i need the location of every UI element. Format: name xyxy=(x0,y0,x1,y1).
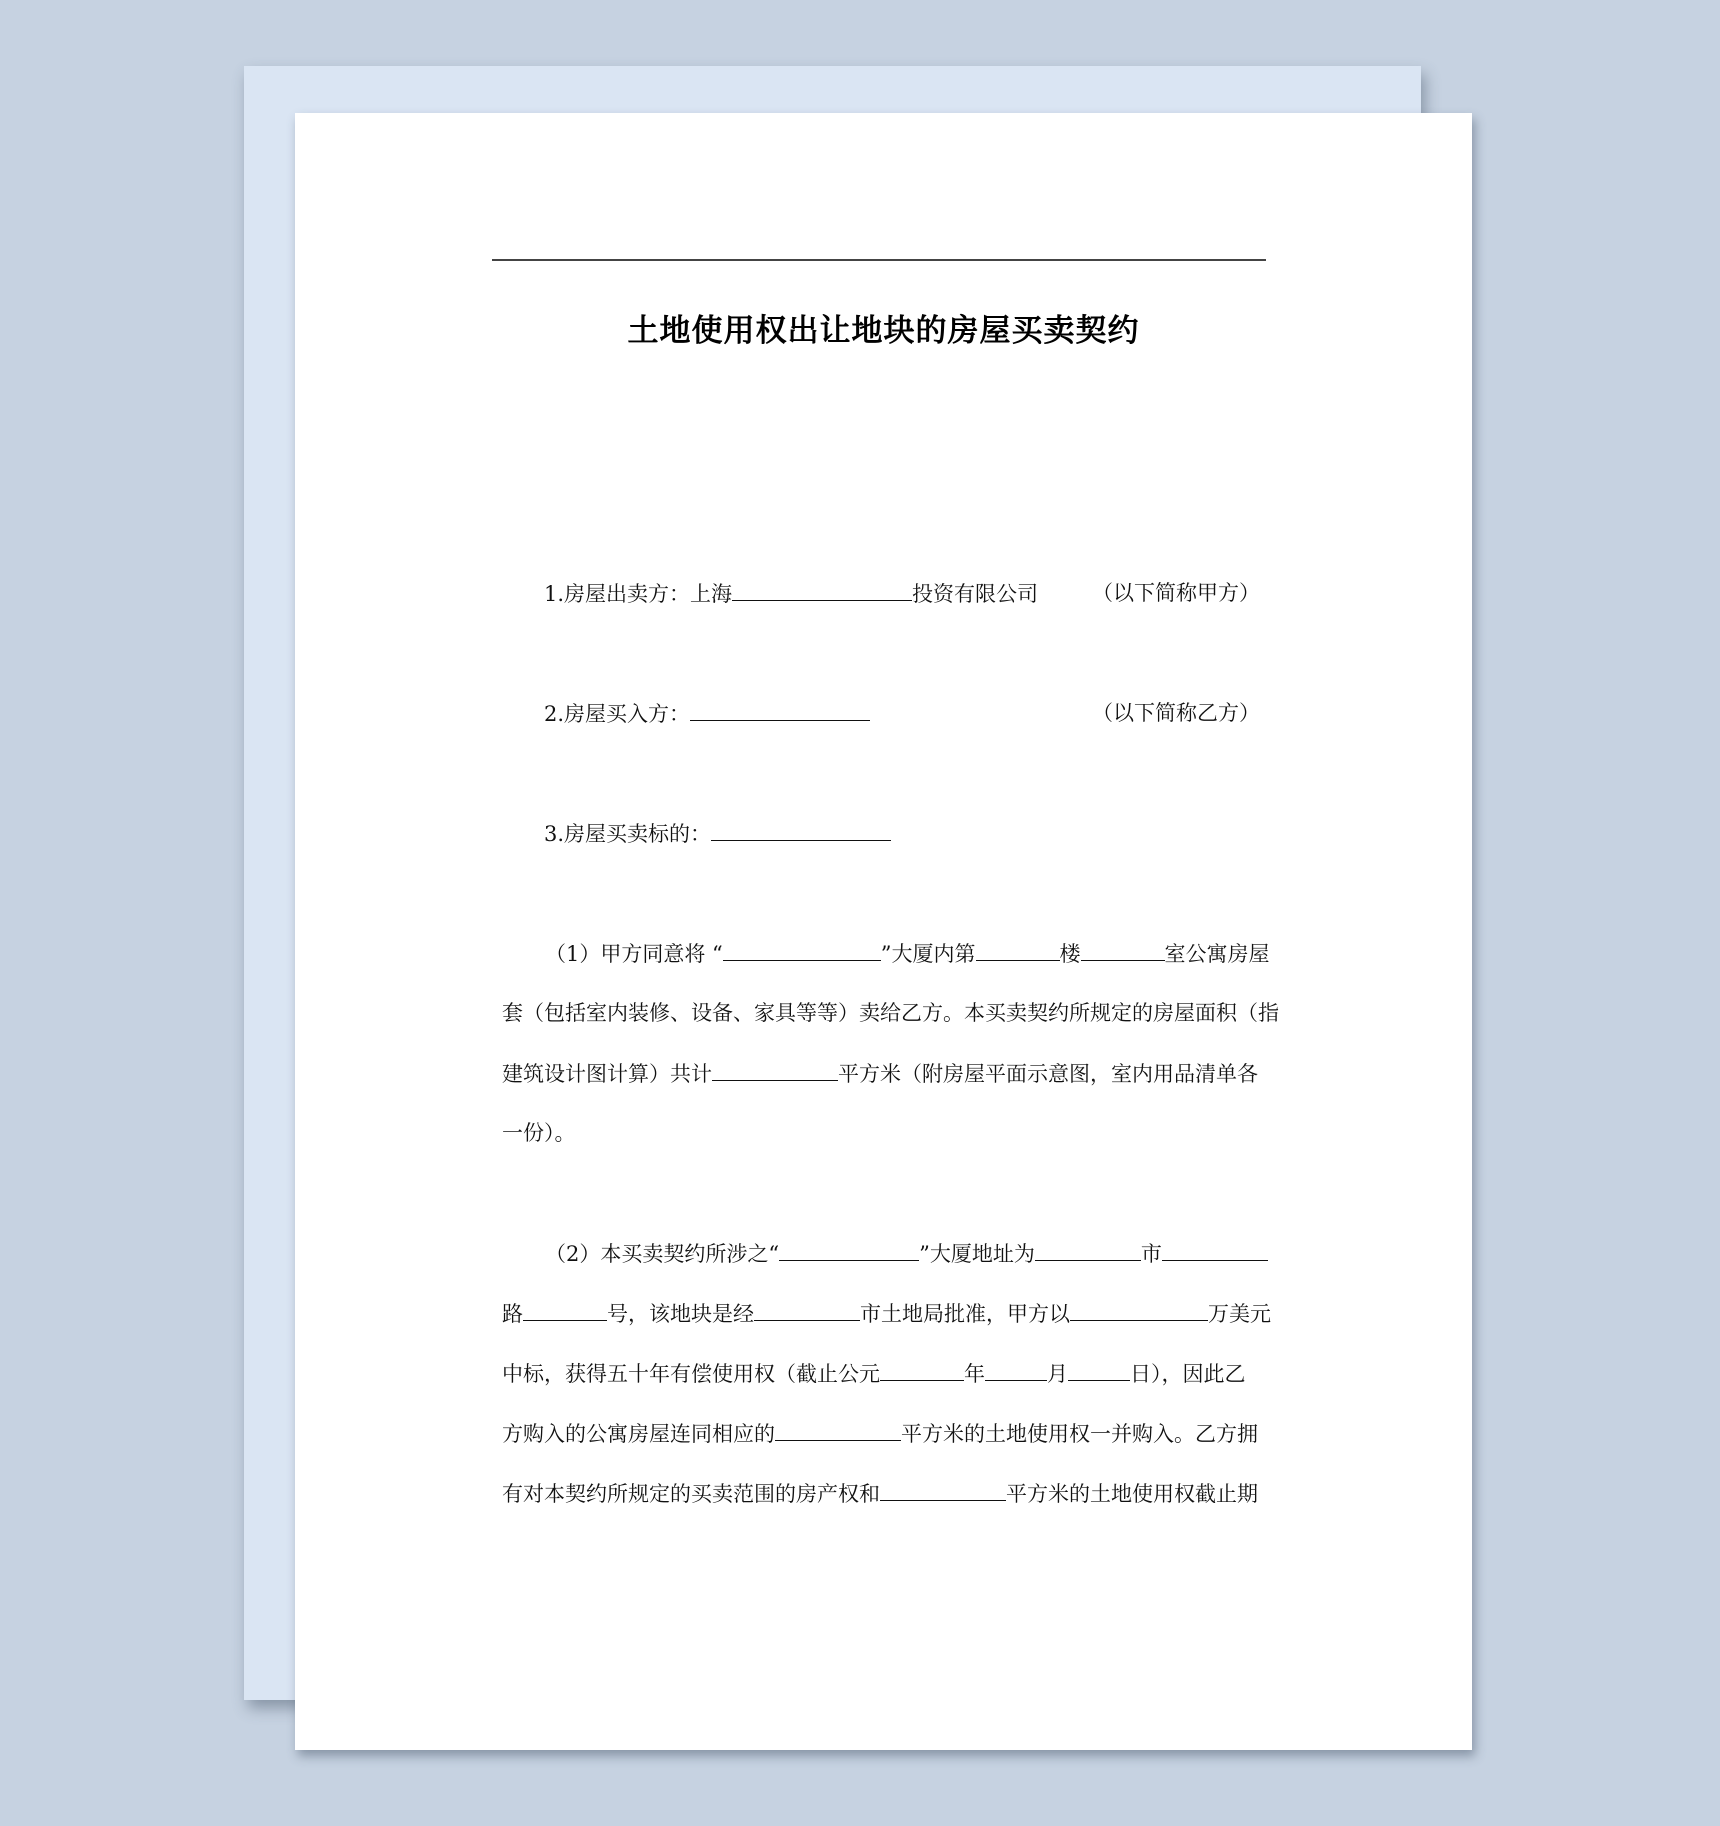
land-area-blank[interactable] xyxy=(775,1418,901,1441)
text: 室公寓房屋 xyxy=(1164,942,1270,966)
approving-city-blank[interactable] xyxy=(754,1298,860,1321)
para2-line1 xyxy=(545,1238,1268,1269)
land-area-blank-2[interactable] xyxy=(880,1478,1006,1501)
para2-line4 xyxy=(502,1418,1258,1449)
text: 楼 xyxy=(1059,942,1081,966)
room-blank[interactable] xyxy=(1081,938,1165,961)
text: ”大厦地址为 xyxy=(919,1242,1035,1266)
para2-line2 xyxy=(502,1298,1271,1329)
floor-blank[interactable] xyxy=(976,938,1060,961)
para1-line1 xyxy=(545,938,1270,969)
para1-line3 xyxy=(502,1058,1258,1089)
road-number-blank[interactable] xyxy=(523,1298,607,1321)
text: 平方米的土地使用权截止期 xyxy=(1006,1482,1258,1506)
building-name-blank-2[interactable] xyxy=(779,1238,919,1261)
para1-line4: 一份）。 xyxy=(502,1121,576,1145)
item-seller xyxy=(544,578,1038,609)
para1-line2: 套（包括室内装修、设备、家具等等）卖给乙方。本买卖契约所规定的房屋面积（指 xyxy=(502,1001,1279,1025)
text: ”大厦内第 xyxy=(880,942,976,966)
seller-alias-note: （以下简称甲方） xyxy=(1092,581,1260,605)
text: 方购入的公寓房屋连同相应的 xyxy=(502,1422,775,1446)
district-blank[interactable] xyxy=(1162,1238,1268,1261)
item-prefix: 上海 xyxy=(690,582,733,606)
para2-line5 xyxy=(502,1478,1258,1509)
text: 建筑设计图计算）共计 xyxy=(502,1062,712,1086)
buyer-name-blank[interactable] xyxy=(690,698,870,721)
text: 市土地局批准，甲方以 xyxy=(860,1302,1070,1326)
text: 平方米的土地使用权一并购入。乙方拥 xyxy=(901,1422,1258,1446)
text: 中标，获得五十年有偿使用权（截止公元 xyxy=(502,1362,880,1386)
text: 路 xyxy=(502,1302,523,1326)
text: 月 xyxy=(1047,1362,1068,1386)
item-label: 房屋出卖方： xyxy=(564,582,691,606)
item-label: 房屋买入方： xyxy=(564,702,691,726)
day-blank[interactable] xyxy=(1068,1358,1130,1381)
bid-amount-blank[interactable] xyxy=(1070,1298,1208,1321)
buyer-alias-note: （以下简称乙方） xyxy=(1092,701,1260,725)
item-number: 1. xyxy=(544,582,565,606)
item-number: 3. xyxy=(544,822,565,846)
header-rule xyxy=(492,259,1266,261)
text: 平方米（附房屋平面示意图，室内用品清单各 xyxy=(838,1062,1258,1086)
text: （2）本买卖契约所涉之“ xyxy=(545,1242,780,1266)
item-subject xyxy=(544,818,891,849)
para2-line3 xyxy=(502,1358,1246,1389)
item-number: 2. xyxy=(544,702,565,726)
item-suffix: 投资有限公司 xyxy=(912,582,1039,606)
text: 年 xyxy=(964,1362,985,1386)
text: （1）甲方同意将 “ xyxy=(545,942,723,966)
item-label: 房屋买卖标的： xyxy=(564,822,712,846)
seller-name-blank[interactable] xyxy=(732,578,912,601)
building-name-blank[interactable] xyxy=(723,938,881,961)
text: 日），因此乙 xyxy=(1130,1362,1246,1386)
text: 市 xyxy=(1140,1242,1162,1266)
year-blank[interactable] xyxy=(880,1358,964,1381)
document-title: 土地使用权出让地块的房屋买卖契约 xyxy=(627,313,1140,349)
text: 有对本契约所规定的买卖范围的房产权和 xyxy=(502,1482,880,1506)
city-blank[interactable] xyxy=(1035,1238,1141,1261)
area-blank[interactable] xyxy=(712,1058,838,1081)
subject-blank[interactable] xyxy=(711,818,891,841)
item-buyer xyxy=(544,698,870,729)
front-page-sheet xyxy=(295,113,1472,1750)
month-blank[interactable] xyxy=(985,1358,1047,1381)
text: 万美元 xyxy=(1208,1302,1271,1326)
text: 号，该地块是经 xyxy=(607,1302,754,1326)
